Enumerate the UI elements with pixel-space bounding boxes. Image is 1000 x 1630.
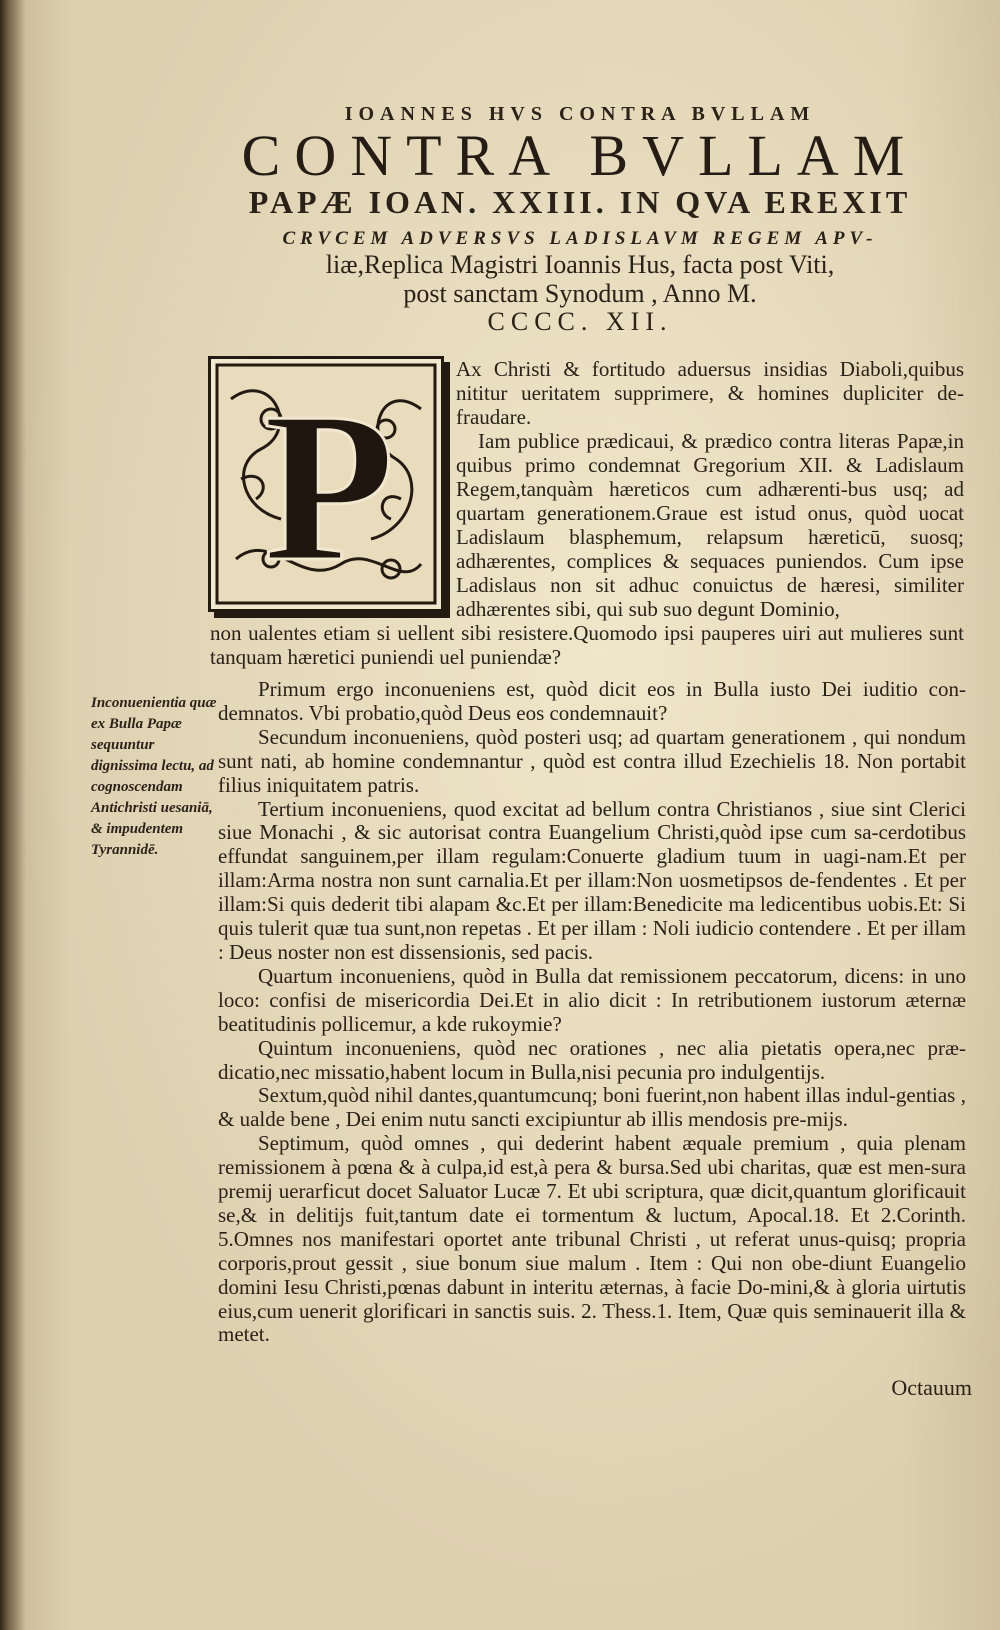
- opening-paragraph: [456, 357, 964, 621]
- catchword: Octauum: [891, 1375, 972, 1400]
- paragraph-tertium: Tertium inconueniens, quod excitat ad bellum contra Christianos , siue sint Clerici siue Monachi , & sic autorisat contra Euangelium Christi,quòd ipse cum sa-cerdotibus effundat sanguinem,per illam regulam:Conuerte gladium tuum in uagi-nam.Et per illam:Arma nostra non sunt carnalia.Et per illam:Non uosmetipsos de-fendentes . Et per illam:Si quis dederit tibi alapam &c.Et per illam:Benedicite ma ledicentibus uobis.Et: Si quis tulerit quæ tua sunt,non repetas . Et per illam : Noli iudicio contendere . Et per illam : Deus noster non est dissensionis, sed pacis.: [218, 796, 966, 964]
- lead-paragraph-2: Iam publice prædicaui, & prædico contra literas Papæ,in quibus primo condemnat Gregorium XII. & Ladislaum Regem,tanquàm hæreticos cum adhærenti-bus usq; ad quartam generationem.Graue est istud onus, quòd uocat Ladislaum blasphemum, relapsum hæreticū, suosq; adhærentes, complices & sequaces puniendos. Cum ipse Ladislaus non sit adhuc conuictus de hæresi, similiter adhærentes sibi, qui sub suo degunt Dominio,: [456, 429, 964, 621]
- paragraph-secundum: Secundum inconueniens, quòd posteri usq; ad quartam generationem , qui nondum sunt nati, ab homine condemnantur , quòd est contra illud Ezechielis 18. Non portabit filius iniquitatem patris.: [218, 724, 966, 797]
- title-line-4: liæ,Replica Magistri Ioannis Hus, facta post Viti,: [325, 250, 835, 279]
- paragraph-septimum: Septimum, quòd omnes , qui dederint habent æquale premium , quia plenam remissionem à pœna & à culpa,id est,à pera & bursa.Sed ubi charitas, quæ est men-sura premij uerarficut docet Saluator Lucæ 7. Et ubi scriptura, quæ dicit,quantum glorificauit se,& in delitijs fuit,tantum date ei tormentum & luctum, Apocal.18. Et 2.Corinth. 5.Omnes nos manifestari oportet ante tribunal Christi , ut referat unus-quisq; propria corporis,prout gessit , siue bonum siue malum . Item : Qui non obe-diunt Euangelio domini Iesu Christi,pœnas dabunt in interitu æternas, à facie Do-mini,& à gloria uirtutis eius,cum uenerit glorificari in sanctis suis. 2. Thess.1. Item, Quæ quis seminauerit illa & metet.: [218, 1131, 966, 1347]
- lead-paragraph-tail: non ualentes etiam si uellent sibi resistere.Quomodo ipsi pauperes uiri aut mulieres sunt tanquam hæretici puniendi uel puniendæ?: [210, 621, 964, 669]
- main-text: [218, 678, 966, 1347]
- paragraph-sextum: Sextum,quòd nihil dantes,quantumcunq; boni fuerint,non habent illas indul-gentias , & ualde bene , Dei enim nutu sancti excipiuntur ab illis mendosis pre-mijs.: [218, 1083, 966, 1132]
- title-line-5: post sanctam Synodum , Anno M.: [403, 279, 757, 308]
- marginal-note: Inconuenientia quæ ex Bulla Papæ sequuntur dignissima lectu, ad cognoscendam Antichristi uesaniā, & impudentem Tyrannidē.: [91, 695, 217, 858]
- paragraph-quartum: Quartum inconueniens, quòd in Bulla dat remissionem peccatorum, dicens: in uno loco: confisi de misericordia Dei.Et in alio dicit : In retributionem iustorum æternæ beatitudinis pollicemur, a kde rukoymie?: [218, 963, 966, 1036]
- paragraph-primum: Primum ergo inconueniens est, quòd dicit eos in Bulla iusto Dei iuditio con-demnatos. Vbi probatio,quòd Deus eos condemnauit?: [218, 677, 966, 725]
- paragraph-quintum: Quintum inconueniens, quòd nec orationes , nec alia pietatis opera,nec præ-dicatio,nec missatio,habent locum in Bulla,nisi pecunia pro indulgentijs.: [218, 1035, 966, 1084]
- title-line-6: CCCC. XII.: [487, 307, 673, 336]
- decorated-initial-letter: [208, 356, 444, 612]
- title-main: CONTRA BVLLAM: [241, 123, 919, 188]
- ornament-foliage-icon: [211, 359, 441, 609]
- title-line-2: PAPÆ IOAN. XXIII. IN QVA EREXIT: [248, 184, 912, 220]
- running-head: IOANNES HVS CONTRA BVLLAM: [344, 103, 816, 125]
- title-line-3: CRVCEM ADVERSVS LADISLAVM REGEM APV-: [282, 228, 878, 249]
- initial-letter-text: P: [263, 367, 395, 606]
- lead-paragraph-1: Ax Christi & fortitudo aduersus insidias Diaboli,quibus nititur ueritatem supprimere, & homines dupliciter de-fraudare.: [456, 357, 964, 429]
